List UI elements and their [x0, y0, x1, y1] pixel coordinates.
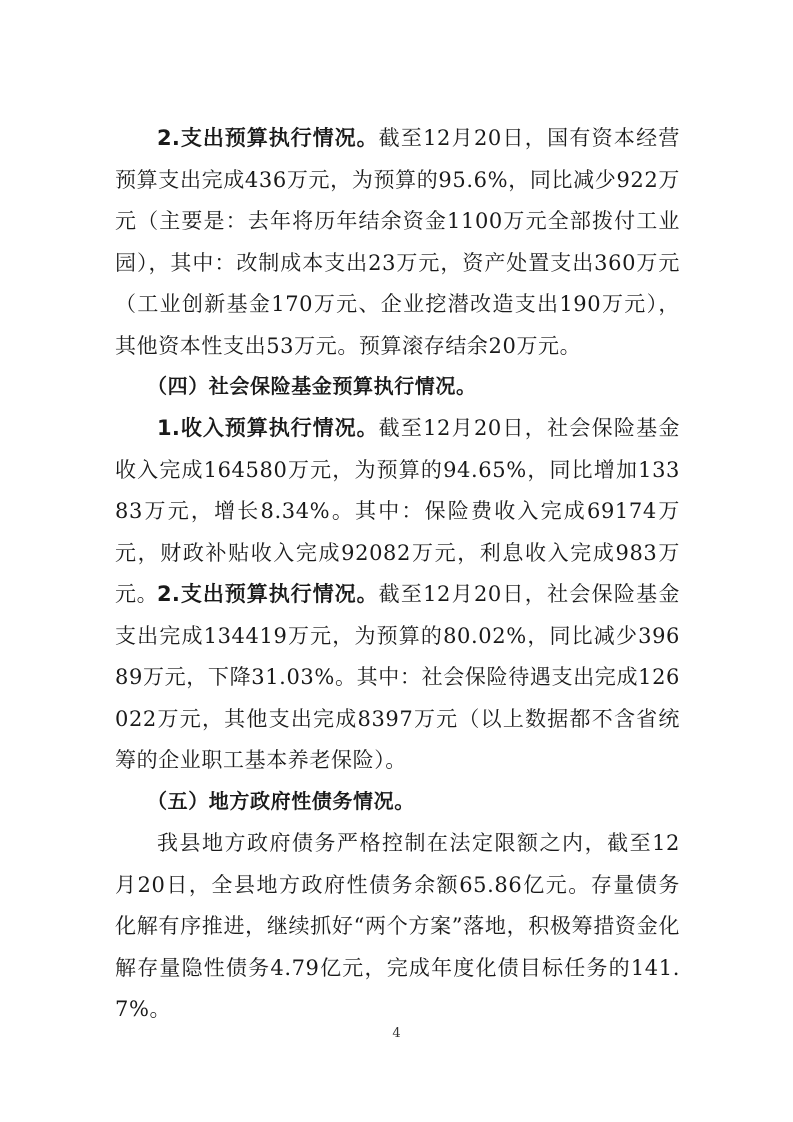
page-number: 4	[392, 1026, 401, 1041]
paragraph-text: 截至12月20日，国有资本经营预算支出完成436万元，为预算的95.6%，同比减少922万元（主要是：去年将历年结余资金1100万元全部拨付工业园），其中：改制成本支出23万元，资产处置支出360万元（工业创新基金170万元、企业挖潜改造支出190万元），其他资本性支出53万元。预算滚存结余20万元。	[115, 126, 680, 358]
paragraph-lead: 1.收入预算执行情况。	[157, 416, 379, 440]
paragraph-text: 我县地方政府债务严格控制在法定限额之内，截至12月20日，全县地方政府性债务余额65.86亿元。存量债务化解有序推进，继续抓好“两个方案”落地，积极筹措资金化解存量隐性债务4.79亿元，完成年度化债目标任务的141.7%。	[115, 831, 680, 1022]
paragraph-text: 截至12月20日，社会保险基金收入完成164580万元，为预算的94.65%，同比增加13383万元，增长8.34%。其中：保险费收入完成69174万元，财政补贴收入完成92082万元，利息收入完成983万元。	[115, 416, 680, 607]
paragraph-lead: 2.支出预算执行情况。	[157, 582, 379, 606]
paragraph-social-insurance-expenditure	[115, 574, 680, 782]
section-heading-social-insurance: （四）社会保险基金预算执行情况。	[147, 374, 477, 398]
paragraph-text: 截至12月20日，社会保险基金支出完成134419万元，为预算的80.02%，同比减少39689万元，下降31.03%。其中：社会保险待遇支出完成126022万元，其他支出完成8397万元（以上数据都不含省统筹的企业职工基本养老保险）。	[115, 582, 680, 773]
paragraph-lead: 2.支出预算执行情况。	[157, 126, 379, 150]
paragraph-local-debt	[115, 823, 680, 1031]
paragraph-state-capital-expenditure	[115, 118, 680, 368]
section-heading-local-debt: （五）地方政府性债务情况。	[147, 789, 415, 813]
